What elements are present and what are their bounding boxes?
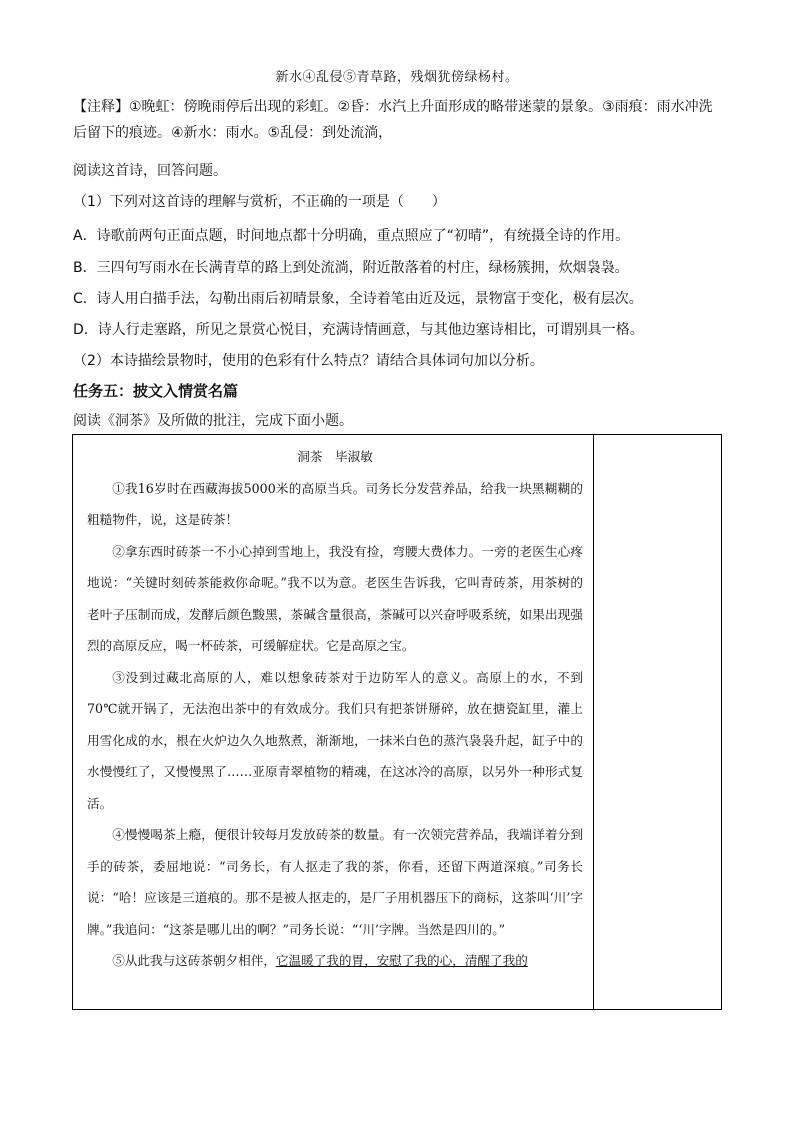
essay-text-cell — [73, 435, 594, 1010]
annotation-notes: 【注释】①晚虹：傍晚雨停后出现的彩虹。②昏：水汽上升面形成的略带迷蒙的景象。③雨痕：雨水冲洗后留下的痕迹。④新水：雨水。⑤乱侵：到处流淌， — [73, 99, 713, 141]
essay-paragraph-3: ③没到过藏北高原的人，难以想象砖茶对于边防军人的意义。高原上的水，不到70℃就开锅了，无法泡出茶中的有效成分。我们只有把茶饼掰碎，放在搪瓷缸里，灌上用雪化成的水，根在火炉边久久地熬煮，渐渐地，一抹米白色的蒸汽袅袅升起，缸子中的水慢慢红了，又慢慢黑了……亚原青翠植物的精魂，在这冰冷的高原，以另外一种形式复活。 — [87, 669, 583, 811]
essay-paragraph-5-prefix: ⑤从此我与这砖茶朝夕相伴， — [112, 953, 276, 968]
essay-paragraph-4: ④慢慢喝茶上瘾，便很计较每月发放砖茶的数量。有一次领完营养品，我端详着分到手的砖茶，委屈地说：“司务长，有人抠走了我的茶，你看，还留下两道深痕。”司务长说：“哈！应该是三道痕的。那不是被人抠走的，是厂子用机器压下的商标，这茶叫‘川’字牌。”我追问：“这茶是哪儿出的啊？”司务长说：“‘川’字牌。当然是四川的。” — [87, 827, 583, 937]
instruction-text: 阅读这首诗，回答问题。 — [73, 163, 227, 179]
annotation-column — [594, 435, 722, 1010]
option-b: B．三四句写雨水在长满青草的路上到处流淌，附近散落着的村庄，绿杨簇拥，炊烟袅袅。 — [73, 260, 629, 276]
essay-paragraph-1: ①我16岁时在西藏海拔5000米的高原当兵。司务长分发营养品，给我一块黑糊糊的粗糙物件，说，这是砖茶！ — [87, 480, 583, 527]
essay-table — [72, 434, 722, 1010]
essay-paragraph-2: ②拿东西时砖茶一不小心掉到雪地上，我没有捡，弯腰大费体力。一旁的老医生心疼地说：“关键时刻砖茶能救你命呢。”我不以为意。老医生告诉我，它叫青砖茶，用茶树的老叶子压制而成，发酵后颜色黢黑，茶碱含量很高，茶碱可以兴奋呼吸系统，如果出现强烈的高原反应，喝一杯砖茶，可缓解症状。它是高原之宝。 — [87, 543, 583, 653]
poem-line: 新水④乱侵⑤青草路，残烟犹傍绿杨村。 — [275, 70, 519, 85]
task-heading: 任务五：披文入情赏名篇 — [73, 382, 239, 400]
question-2: （2）本诗描绘景物时，使用的色彩有什么特点？请结合具体词句加以分析。 — [73, 353, 544, 369]
question-1: （1）下列对这首诗的理解与赏析，不正确的一项是（ ） — [73, 194, 446, 210]
essay-underlined-text: 它温暖了我的胃，安慰了我的心，清醒了我的 — [275, 953, 528, 968]
option-c: C．诗人用白描手法，勾勒出雨后初晴景象，全诗着笔由近及远，景物富于变化，极有层次。 — [73, 291, 643, 307]
option-d: D．诗人行走塞路，所见之景赏心悦目，充满诗情画意，与其他边塞诗相比，可谓别具一格。 — [73, 322, 644, 338]
option-a: A．诗歌前两句正面点题，时间地点都十分明确，重点照应了“初晴”，有统摄全诗的作用。 — [73, 228, 630, 244]
essay-paragraph-5 — [87, 945, 583, 977]
essay-title: 洞茶 毕淑敏 — [297, 449, 373, 464]
task-instruction: 阅读《洞茶》及所做的批注，完成下面小题。 — [73, 413, 353, 429]
